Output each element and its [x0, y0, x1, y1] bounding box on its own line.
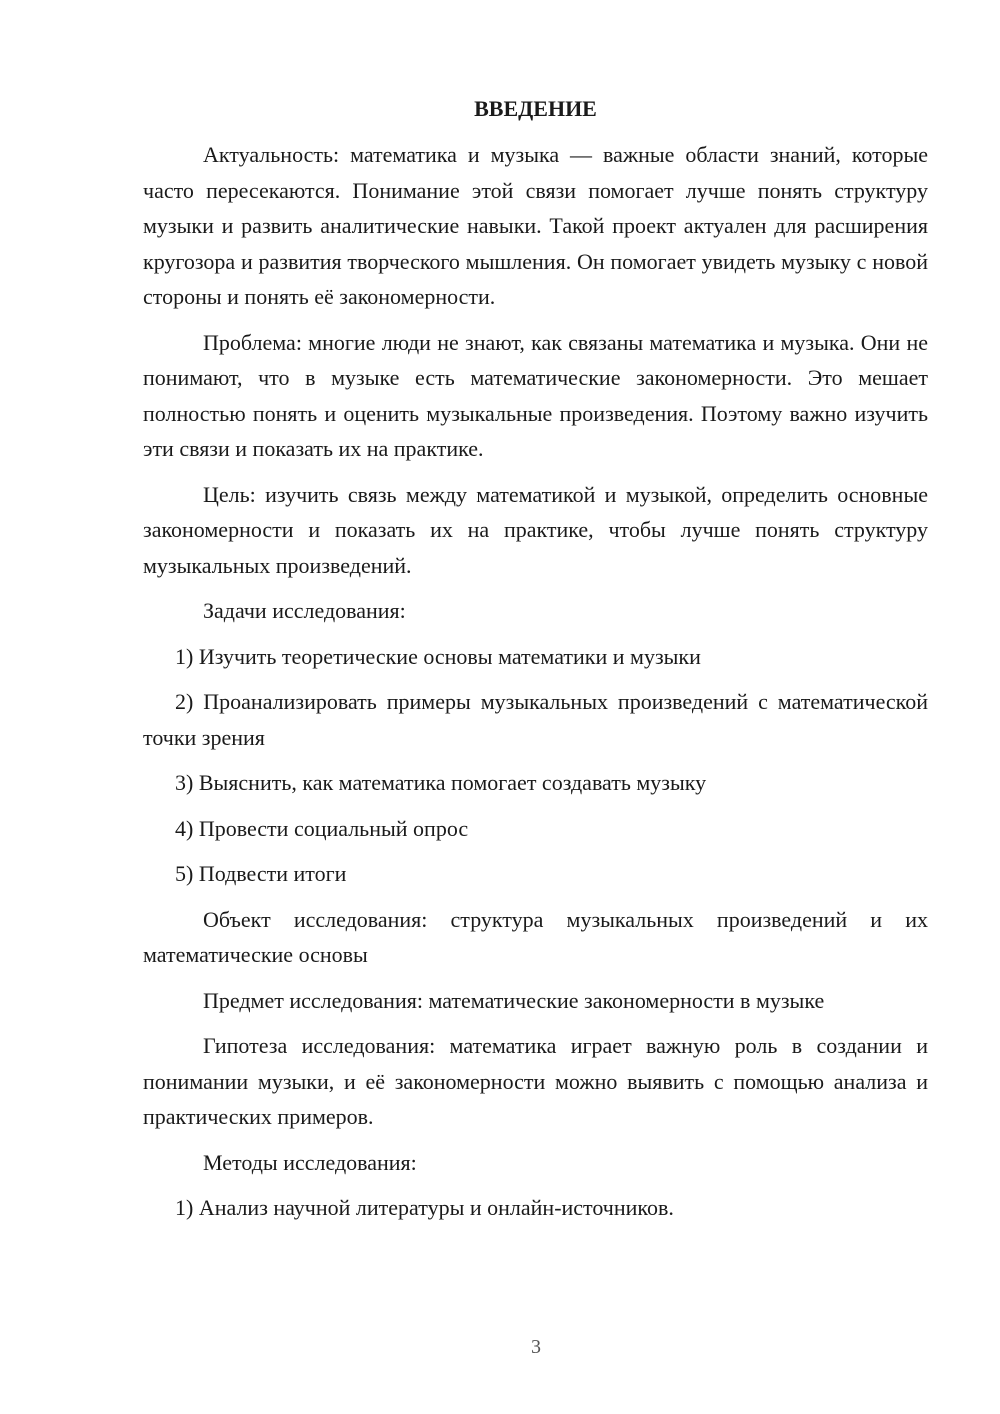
relevance-paragraph: Актуальность: математика и музыка — важные области знаний, которые часто пересекаются. Понимание этой связи помогает лучше понять структуру музыки и развить аналитические навыки. Такой проект актуален для расширения кругозора и развития творческого мышления. Он помогает увидеть музыку с новой стороны и понять её закономерности. — [143, 142, 928, 309]
page-title: ВВЕДЕНИЕ — [474, 96, 597, 121]
goal-paragraph: Цель: изучить связь между математикой и музыкой, определить основные закономерности и показать их на практике, чтобы лучше понять структуру музыкальных произведений. — [143, 481, 928, 578]
tasks-heading: Задачи исследования: — [203, 598, 406, 623]
task-item-3: 3) Выяснить, как математика помогает создавать музыку — [175, 770, 707, 795]
hypothesis-paragraph: Гипотеза исследования: математика играет важную роль в создании и понимании музыки, и её закономерности можно выявить с помощью анализа и практических примеров. — [143, 1033, 928, 1129]
problem-paragraph: Проблема: многие люди не знают, как связаны математика и музыка. Они не понимают, что в музыке есть математические закономерности. Это мешает полностью понять и оценить музыкальные произведения. Поэтому важно изучить эти связи и показать их на практике. — [143, 329, 928, 461]
methods-heading: Методы исследования: — [203, 1149, 417, 1175]
object-paragraph: Объект исследования: структура музыкальных произведений и их математические основы — [143, 906, 928, 967]
task-item-1: 1) Изучить теоретические основы математики и музыки — [175, 643, 701, 669]
subject-paragraph: Предмет исследования: математические закономерности в музыке — [203, 987, 825, 1013]
page-number: 3 — [531, 1336, 541, 1358]
document-page — [143, 94, 928, 1236]
task-item-4: 4) Провести социальный опрос — [175, 815, 469, 841]
task-item-2: 2) Проанализировать примеры музыкальных произведений с математической точки зрения — [143, 689, 928, 750]
method-item-1: 1) Анализ научной литературы и онлайн-источников. — [175, 1195, 674, 1220]
task-item-5: 5) Подвести итоги — [175, 861, 347, 886]
